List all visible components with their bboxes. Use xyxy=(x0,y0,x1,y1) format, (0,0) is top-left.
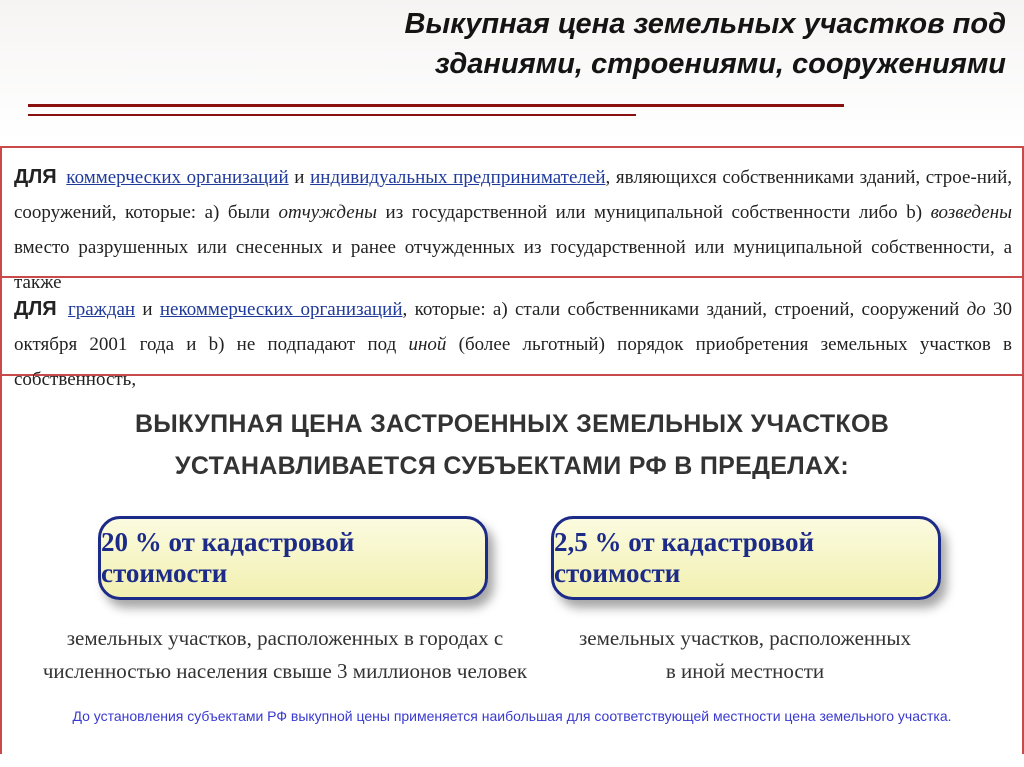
caption-line: земельных участков, расположенных в городах с xyxy=(66,626,504,650)
para1-lead: ДЛЯ xyxy=(14,166,57,188)
para2-text-1: , которые: а) стали собственниками зданий, строений, сооружений xyxy=(402,299,960,320)
para2-lead: ДЛЯ xyxy=(14,298,57,320)
caption-line: земельных участков, расположенных xyxy=(578,626,911,650)
section-heading-line-2: УСТАНАВЛИВАЕТСЯ СУБЪЕКТАМИ РФ В ПРЕДЕЛАХ: xyxy=(175,452,849,480)
option-box-2-5-percent xyxy=(551,516,941,600)
title-underline-thick xyxy=(28,104,844,107)
frame-top-border xyxy=(0,146,1024,148)
section-heading-line-1: ВЫКУПНАЯ ЦЕНА ЗАСТРОЕННЫХ ЗЕМЕЛЬНЫХ УЧАСТКОВ xyxy=(134,410,890,438)
para2-text-3: (более льготный) порядок приобретения земельных участков в собственность, xyxy=(14,334,1013,390)
link-citizens[interactable]: граждан xyxy=(67,299,136,320)
option-box-label: 2,5 % от кадастровой стоимости xyxy=(554,527,815,588)
link-noncommercial-organizations[interactable]: некоммерческих организаций xyxy=(159,299,403,320)
paragraph-citizens xyxy=(0,292,1024,390)
para1-text-3: вместо разрушенных или снесенных и ранее отчужденных из государственной или муниципальной собственности, а также xyxy=(14,237,1012,293)
caption-line: в иной местности xyxy=(665,659,825,683)
para1-text-2: из государственной или муниципальной собственности либо b) xyxy=(385,202,923,223)
frame-middle-border xyxy=(0,374,1024,376)
title-line-1: Выкупная цена земельных участков под xyxy=(404,8,1006,40)
option-caption-left xyxy=(40,622,530,688)
option-box-20-percent xyxy=(98,516,488,600)
title-underline-thin xyxy=(28,114,636,116)
option-box-label: 20 % от кадастровой стоимости xyxy=(101,527,355,588)
para2-italic-1: до xyxy=(966,299,986,320)
para1-italic-1: отчуждены xyxy=(278,202,377,223)
caption-line: численностью населения свыше 3 миллионов человек xyxy=(42,659,528,683)
para1-italic-2: возведены xyxy=(930,202,1012,223)
para2-text-2: 30 октября 2001 года и b) не подпадают под xyxy=(14,299,1013,355)
footnote: До установления субъектами РФ выкупной цены применяется наибольшая для соответствующей местности цена земельного участка. xyxy=(72,708,952,724)
title-line-2: зданиями, строениями, сооружениями xyxy=(434,48,1006,80)
slide-title xyxy=(246,4,1006,84)
para2-and: и xyxy=(142,299,153,320)
option-caption-right xyxy=(520,622,970,688)
paragraph-commercial xyxy=(0,160,1024,293)
link-individual-entrepreneurs[interactable]: индивидуальных предпринимателей xyxy=(310,167,606,188)
link-commercial-organizations[interactable]: коммерческих организаций xyxy=(66,167,289,188)
para1-text-1: , являющихся собственниками зданий, строе-ний, сооружений, которые: а) были xyxy=(14,167,1013,223)
para2-italic-2: иной xyxy=(408,334,447,355)
para1-and: и xyxy=(294,167,305,188)
